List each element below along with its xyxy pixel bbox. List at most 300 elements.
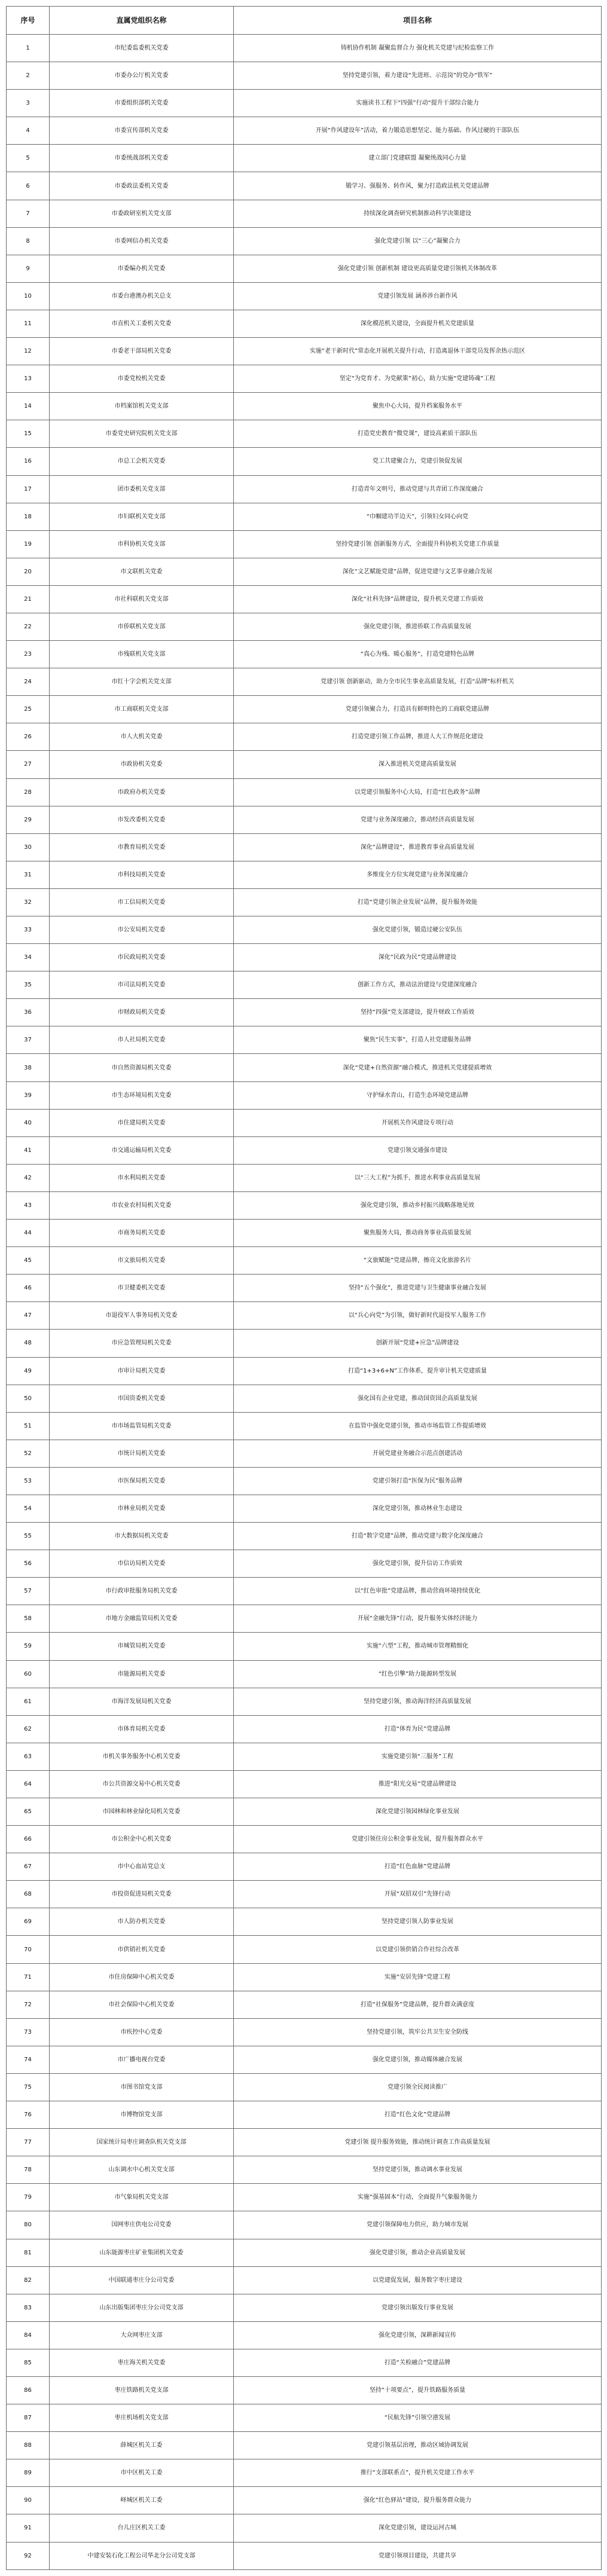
row-no-cell: 30 (7, 833, 50, 861)
table-row (7, 1385, 602, 1412)
row-project-cell: 多维度全方位实现党建与业务深度融合 (234, 861, 602, 888)
row-org-cell: 市地方金融监管局机关党委 (50, 1605, 234, 1633)
row-no-cell: 25 (7, 696, 50, 723)
row-project-cell: “文旅赋能”党建品牌，擦亮文化旅游名片 (234, 1247, 602, 1275)
row-project-cell: 强化党建引领，深耕新闻宣传 (234, 2321, 602, 2349)
table-row (7, 2101, 602, 2129)
row-project-cell: 强化党建引领 创新机制 建设更高质量党建引领机关体制改革 (234, 255, 602, 282)
table-row (7, 668, 602, 696)
table-row (7, 1081, 602, 1109)
row-no-cell: 21 (7, 585, 50, 613)
row-org-cell: 市直机关工委机关党委 (50, 310, 234, 337)
row-no-cell: 20 (7, 558, 50, 585)
row-project-cell: 强化党建引领，推动企业高质量发展 (234, 2239, 602, 2266)
row-org-cell: 市总工会机关党委 (50, 448, 234, 475)
row-no-cell: 40 (7, 1109, 50, 1136)
row-project-cell: 实施读书工程下“四强”行动“提升干部综合能力 (234, 90, 602, 117)
row-no-cell: 3 (7, 90, 50, 117)
row-no-cell: 15 (7, 420, 50, 448)
table-header-row (7, 7, 602, 35)
row-no-cell: 46 (7, 1275, 50, 1302)
row-org-cell: 市信访局机关党委 (50, 1550, 234, 1578)
row-project-cell: 打造党史教育“微党课”，建设高素质干部队伍 (234, 420, 602, 448)
table-row (7, 1605, 602, 1633)
row-project-cell: 锻学习、强服务、转作风，聚力打造政法机关党建品牌 (234, 172, 602, 200)
row-no-cell: 18 (7, 503, 50, 530)
row-project-cell: 开展“金融先锋”行动，提升服务实体经济能力 (234, 1605, 602, 1633)
row-no-cell: 7 (7, 200, 50, 227)
table-row (7, 448, 602, 475)
table-row (7, 2432, 602, 2459)
table-row (7, 2349, 602, 2376)
row-no-cell: 10 (7, 282, 50, 310)
table-row (7, 1743, 602, 1770)
row-no-cell: 82 (7, 2266, 50, 2294)
table-row (7, 1523, 602, 1550)
row-project-cell: 铸机协作机制 凝聚监督合力 强化机关党建与纪检监察工作 (234, 35, 602, 62)
row-org-cell: 台儿庄区机关工委 (50, 2514, 234, 2542)
row-org-cell: 市商务局机关党委 (50, 1220, 234, 1247)
row-no-cell: 58 (7, 1605, 50, 1633)
row-project-cell: 党建引领全民阅读推广 (234, 2073, 602, 2101)
row-no-cell: 73 (7, 2018, 50, 2046)
table-row (7, 227, 602, 255)
row-project-cell: 深化模范机关建设，全面提升机关党建质量 (234, 310, 602, 337)
row-no-cell: 63 (7, 1743, 50, 1770)
row-project-cell: 深化“社科先锋”品牌建设，提升机关党建工作质效 (234, 585, 602, 613)
row-no-cell: 67 (7, 1853, 50, 1881)
row-org-cell: 市社会保险中心机关党委 (50, 1991, 234, 2018)
row-org-cell: 山东调水中心机关党支部 (50, 2156, 234, 2184)
row-no-cell: 49 (7, 1357, 50, 1385)
row-org-cell: 市财政局机关党委 (50, 999, 234, 1026)
row-no-cell: 31 (7, 861, 50, 888)
row-project-cell: 强化党建引领，推动乡村振兴战略落地见效 (234, 1191, 602, 1219)
row-project-cell: 党建引领发展 涵养涉台新作风 (234, 282, 602, 310)
table-row (7, 2156, 602, 2184)
row-no-cell: 53 (7, 1467, 50, 1495)
row-org-cell: 市退役军人事务局机关党委 (50, 1302, 234, 1330)
row-no-cell: 68 (7, 1881, 50, 1908)
row-no-cell: 23 (7, 641, 50, 668)
row-no-cell: 1 (7, 35, 50, 62)
row-project-cell: 党建引领打造“医保为民”服务品牌 (234, 1467, 602, 1495)
row-project-cell: 深入推进机关党建高质量发展 (234, 751, 602, 778)
row-no-cell: 54 (7, 1495, 50, 1522)
row-no-cell: 43 (7, 1191, 50, 1219)
row-no-cell: 39 (7, 1081, 50, 1109)
row-org-cell: 市档案馆机关党支部 (50, 393, 234, 420)
row-project-cell: 打造党建引领工作品牌，推进人大工作规范化建设 (234, 723, 602, 751)
row-project-cell: 强化党建引领，推进侨联工作高质量发展 (234, 613, 602, 640)
table-row (7, 1330, 602, 1357)
row-project-cell: 坚持“五个强化”，推进党建与卫生健康事业融合发展 (234, 1275, 602, 1302)
row-project-cell: 深化党建引领，建设运河古城 (234, 2514, 602, 2542)
row-org-cell: 市气象局机关党支部 (50, 2184, 234, 2211)
row-no-cell: 24 (7, 668, 50, 696)
row-org-cell: 市公安局机关党委 (50, 916, 234, 944)
row-project-cell: 深化党建引领园林绿化事业发展 (234, 1798, 602, 1826)
row-project-cell: 实施党建引领“三服务”工程 (234, 1743, 602, 1770)
table-row (7, 1798, 602, 1826)
header-no: 序号 (7, 7, 50, 35)
row-project-cell: 创新开展“党建+应急”品牌建设 (234, 1330, 602, 1357)
row-no-cell: 69 (7, 1908, 50, 1936)
row-project-cell: 打造“党建引领企业发展”品牌，提升服务效能 (234, 888, 602, 916)
row-no-cell: 66 (7, 1826, 50, 1853)
row-no-cell: 87 (7, 2404, 50, 2432)
row-project-cell: 强化党建引领，推动媒体融合发展 (234, 2046, 602, 2073)
row-project-cell: 强化党建引领，锻造过硬公安队伍 (234, 916, 602, 944)
row-no-cell: 50 (7, 1385, 50, 1412)
row-org-cell: 市住建局机关党委 (50, 1109, 234, 1136)
row-project-cell: 坚持党建引领，着力建设“先进班、示范岗”的党办“铁军” (234, 62, 602, 90)
table-row (7, 613, 602, 640)
table-row (7, 2018, 602, 2046)
row-no-cell: 59 (7, 1633, 50, 1660)
table-row (7, 723, 602, 751)
row-no-cell: 86 (7, 2376, 50, 2404)
table-row (7, 585, 602, 613)
row-org-cell: 市统计局机关党委 (50, 1440, 234, 1467)
table-row (7, 2294, 602, 2321)
table-row (7, 282, 602, 310)
row-org-cell: 市委台港澳办机关总支 (50, 282, 234, 310)
table-row (7, 1247, 602, 1275)
row-project-cell: “真心为残、暖心服务”，打造党建特色品牌 (234, 641, 602, 668)
table-row (7, 1467, 602, 1495)
row-org-cell: 市文联机关党委 (50, 558, 234, 585)
row-org-cell: 市委党史研究院机关党支部 (50, 420, 234, 448)
table-row (7, 1495, 602, 1522)
row-org-cell: 市卫健委机关党委 (50, 1275, 234, 1302)
row-project-cell: 在监管中强化党建引领，推动市场监管工作提质增效 (234, 1412, 602, 1440)
row-no-cell: 92 (7, 2542, 50, 2569)
table-row (7, 310, 602, 337)
row-project-cell: 党建引领项目建设，共建共享 (234, 2542, 602, 2569)
row-org-cell: 市文旅局机关党委 (50, 1247, 234, 1275)
row-project-cell: 坚持党建引领，推动海洋经济高质量发展 (234, 1688, 602, 1715)
row-no-cell: 35 (7, 971, 50, 999)
table-row (7, 475, 602, 503)
row-project-cell: 聚焦“民生实事”，打造人社党建服务品牌 (234, 1026, 602, 1054)
row-org-cell: 市人防办机关党委 (50, 1908, 234, 1936)
row-no-cell: 80 (7, 2211, 50, 2239)
row-org-cell: 市委政研室机关党支部 (50, 200, 234, 227)
row-org-cell: 国家统计局枣庄调查队机关党支部 (50, 2129, 234, 2156)
table-row (7, 999, 602, 1026)
row-org-cell: 市水利局机关党委 (50, 1164, 234, 1191)
table-row (7, 172, 602, 200)
table-row (7, 1853, 602, 1881)
row-no-cell: 47 (7, 1302, 50, 1330)
row-project-cell: 实施“安居先锋”党建工程 (234, 1963, 602, 1991)
row-org-cell: 市科技局机关党委 (50, 861, 234, 888)
row-project-cell: 强化党建引领 以“三心”凝聚合力 (234, 227, 602, 255)
row-no-cell: 79 (7, 2184, 50, 2211)
row-no-cell: 29 (7, 806, 50, 833)
row-no-cell: 57 (7, 1578, 50, 1605)
table-row (7, 2321, 602, 2349)
row-org-cell: 市人大机关党委 (50, 723, 234, 751)
row-project-cell: 打造“1+3+6+N”工作体系，提升审计机关党建质量 (234, 1357, 602, 1385)
row-project-cell: 坚持“十项要点”，提升铁路服务质量 (234, 2376, 602, 2404)
row-project-cell: 坚持“四强”党支部建设，提升财政工作质效 (234, 999, 602, 1026)
row-no-cell: 75 (7, 2073, 50, 2101)
row-org-cell: 大众网枣庄支部 (50, 2321, 234, 2349)
row-project-cell: 党建引领 创新驱动，助力全市民生事业高质量发展，打造“品牌”标杆机关 (234, 668, 602, 696)
table-row (7, 338, 602, 365)
row-no-cell: 89 (7, 2459, 50, 2487)
row-no-cell: 14 (7, 393, 50, 420)
row-project-cell: 打造青年文明号，推动党建与共青团工作深度融合 (234, 475, 602, 503)
row-org-cell: 市委政法委机关党委 (50, 172, 234, 200)
table-row (7, 1715, 602, 1743)
row-project-cell: 聚焦服务大局，推动商务事业高质量发展 (234, 1220, 602, 1247)
row-no-cell: 28 (7, 778, 50, 806)
row-org-cell: 市应急管理局机关党委 (50, 1330, 234, 1357)
row-no-cell: 27 (7, 751, 50, 778)
row-org-cell: 市司法局机关党委 (50, 971, 234, 999)
row-org-cell: 市能源局机关党委 (50, 1660, 234, 1688)
table-row (7, 1908, 602, 1936)
project-table (6, 6, 602, 2570)
row-no-cell: 48 (7, 1330, 50, 1357)
row-org-cell: 峄城区机关工委 (50, 2487, 234, 2514)
row-project-cell: 实施“六型”工程，推动城市管理精细化 (234, 1633, 602, 1660)
table-row (7, 2266, 602, 2294)
row-org-cell: 市妇联机关党支部 (50, 503, 234, 530)
row-no-cell: 55 (7, 1523, 50, 1550)
row-org-cell: 市公积金中心机关党委 (50, 1826, 234, 1853)
header-org: 直属党组织名称 (50, 7, 234, 35)
table-row (7, 62, 602, 90)
row-org-cell: 市生态环境局机关党委 (50, 1081, 234, 1109)
row-no-cell: 38 (7, 1054, 50, 1081)
row-project-cell: 以“三大工程”为抓手，推进水利事业高质量发展 (234, 1164, 602, 1191)
row-project-cell: 党建引领出版发行事业发展 (234, 2294, 602, 2321)
row-no-cell: 13 (7, 365, 50, 393)
row-project-cell: 强化“红色驿站”建设，提升服务群众能力 (234, 2487, 602, 2514)
table-row (7, 971, 602, 999)
table-row (7, 1136, 602, 1164)
row-no-cell: 64 (7, 1770, 50, 1798)
row-project-cell: 推行“支部联系点”，提升机关党建工作水平 (234, 2459, 602, 2487)
row-org-cell: 山东出版集团枣庄分公司党支部 (50, 2294, 234, 2321)
table-row (7, 916, 602, 944)
row-no-cell: 42 (7, 1164, 50, 1191)
row-project-cell: 打造“红色血脉”党建品牌 (234, 1853, 602, 1881)
row-org-cell: 市人社局机关党委 (50, 1026, 234, 1054)
row-project-cell: 以党建引领供销合作社综合改革 (234, 1936, 602, 1963)
table-row (7, 1275, 602, 1302)
row-project-cell: “巾帼建功半边天”，引领妇女同心向党 (234, 503, 602, 530)
table-row (7, 2459, 602, 2487)
table-row (7, 2046, 602, 2073)
table-row (7, 2376, 602, 2404)
table-row (7, 117, 602, 145)
table-row (7, 2514, 602, 2542)
table-row (7, 2211, 602, 2239)
row-no-cell: 60 (7, 1660, 50, 1688)
table-row (7, 1357, 602, 1385)
row-org-cell: 市交通运输局机关党委 (50, 1136, 234, 1164)
row-no-cell: 71 (7, 1963, 50, 1991)
row-project-cell: 守护绿水青山，打造生态环境党建品牌 (234, 1081, 602, 1109)
row-project-cell: “红色引擎”助力能源转型发展 (234, 1660, 602, 1688)
row-org-cell: 薛城区机关工委 (50, 2432, 234, 2459)
row-no-cell: 33 (7, 916, 50, 944)
row-project-cell: 坚持党建引领，推动调水事业发展 (234, 2156, 602, 2184)
row-no-cell: 51 (7, 1412, 50, 1440)
row-no-cell: 5 (7, 145, 50, 172)
row-no-cell: 62 (7, 1715, 50, 1743)
row-project-cell: “民航先锋”引领空港发展 (234, 2404, 602, 2432)
table-row (7, 1881, 602, 1908)
row-no-cell: 9 (7, 255, 50, 282)
table-row (7, 888, 602, 916)
row-project-cell: 深化“文艺赋能党建”品牌，促进党建与文艺事业融合发展 (234, 558, 602, 585)
row-project-cell: 开展党建业务融合示范点创建活动 (234, 1440, 602, 1467)
row-project-cell: 党建与业务深度融合，推动经济高质量发展 (234, 806, 602, 833)
row-org-cell: 市图书馆党支部 (50, 2073, 234, 2101)
row-project-cell: 以“红色审批”党建品牌，推动营商环境持续优化 (234, 1578, 602, 1605)
table-row (7, 2487, 602, 2514)
row-project-cell: 党建引领基层治理，推动区域协调发展 (234, 2432, 602, 2459)
row-project-cell: 开展“双招双引”先锋行动 (234, 1881, 602, 1908)
table-row (7, 2184, 602, 2211)
table-row (7, 2073, 602, 2101)
row-no-cell: 52 (7, 1440, 50, 1467)
row-org-cell: 市投资促进局机关党委 (50, 1881, 234, 1908)
row-org-cell: 市城管局机关党委 (50, 1633, 234, 1660)
row-project-cell: 推进“阳光交易”党建品牌建设 (234, 1770, 602, 1798)
row-no-cell: 11 (7, 310, 50, 337)
row-project-cell: 打造“社保服务”党建品牌，提升群众满意度 (234, 1991, 602, 2018)
row-org-cell: 市工信局机关党委 (50, 888, 234, 916)
row-org-cell: 市纪委监委机关党委 (50, 35, 234, 62)
row-project-cell: 党建引领交通强市建设 (234, 1136, 602, 1164)
table-row (7, 255, 602, 282)
table-row (7, 1770, 602, 1798)
row-org-cell: 中建安装石化工程公司华北分公司党支部 (50, 2542, 234, 2569)
row-org-cell: 市广播电视台党委 (50, 2046, 234, 2073)
row-org-cell: 市中心血站党总支 (50, 1853, 234, 1881)
table-row (7, 1991, 602, 2018)
row-no-cell: 45 (7, 1247, 50, 1275)
row-no-cell: 85 (7, 2349, 50, 2376)
table-row (7, 1026, 602, 1054)
row-project-cell: 深化“品牌建设”，推进教育事业高质量发展 (234, 833, 602, 861)
row-project-cell: 实施“老干新时代”常态化开展机关提升行动，打造离退休干部党员发挥余热示范区 (234, 338, 602, 365)
row-org-cell: 市社科联机关党支部 (50, 585, 234, 613)
row-project-cell: 实施“强基固本”行动，全面提升气象服务能力 (234, 2184, 602, 2211)
row-no-cell: 72 (7, 1991, 50, 2018)
table-row (7, 1440, 602, 1467)
table-row (7, 1164, 602, 1191)
row-no-cell: 84 (7, 2321, 50, 2349)
table-row (7, 1578, 602, 1605)
table-row (7, 2129, 602, 2156)
row-project-cell: 开展“作风建设年”活动，着力锻造思想坚定、能力基础、作风过硬的干部队伍 (234, 117, 602, 145)
row-org-cell: 市委组织部机关党委 (50, 90, 234, 117)
row-no-cell: 76 (7, 2101, 50, 2129)
row-project-cell: 党建引领保障电力供应，助力城市发展 (234, 2211, 602, 2239)
row-project-cell: 深化党建引领，推动林业生态建设 (234, 1495, 602, 1522)
row-org-cell: 市博物馆党支部 (50, 2101, 234, 2129)
table-row (7, 1302, 602, 1330)
table-row (7, 751, 602, 778)
table-row (7, 558, 602, 585)
row-no-cell: 32 (7, 888, 50, 916)
row-no-cell: 4 (7, 117, 50, 145)
row-no-cell: 81 (7, 2239, 50, 2266)
row-project-cell: 深化“民政为民”党建品牌建设 (234, 944, 602, 971)
row-project-cell: 以党建促发展，服务数字枣庄建设 (234, 2266, 602, 2294)
row-org-cell: 中国联通枣庄分公司党委 (50, 2266, 234, 2294)
row-org-cell: 市医保局机关党委 (50, 1467, 234, 1495)
row-org-cell: 市委党校机关党委 (50, 365, 234, 393)
row-no-cell: 37 (7, 1026, 50, 1054)
row-org-cell: 市公共资源交易中心机关党委 (50, 1770, 234, 1798)
table-row (7, 90, 602, 117)
row-project-cell: 以党建引领服务中心大局，打造“红色政务”品牌 (234, 778, 602, 806)
row-project-cell: 打造“体育为民”党建品牌 (234, 1715, 602, 1743)
row-org-cell: 市海洋发展局机关党委 (50, 1688, 234, 1715)
row-no-cell: 91 (7, 2514, 50, 2542)
row-org-cell: 市委网信办机关党委 (50, 227, 234, 255)
row-org-cell: 市发改委机关党委 (50, 806, 234, 833)
row-no-cell: 90 (7, 2487, 50, 2514)
row-org-cell: 市疾控中心党委 (50, 2018, 234, 2046)
table-row (7, 1826, 602, 1853)
row-org-cell: 市科协机关党支部 (50, 530, 234, 558)
row-no-cell: 36 (7, 999, 50, 1026)
table-row (7, 503, 602, 530)
row-project-cell: 坚持党建引领，筑牢公共卫生安全防线 (234, 2018, 602, 2046)
row-project-cell: 坚持党建引领 创新服务方式，全面提升科协机关党建工作质量 (234, 530, 602, 558)
row-project-cell: 党建引领住房公积金事业发展，提升服务群众水平 (234, 1826, 602, 1853)
row-no-cell: 77 (7, 2129, 50, 2156)
row-project-cell: 党工共建聚合力，党建引领促发展 (234, 448, 602, 475)
table-row (7, 1191, 602, 1219)
row-no-cell: 34 (7, 944, 50, 971)
project-list-document (6, 6, 601, 2570)
row-org-cell: 市委统战部机关党委 (50, 145, 234, 172)
row-no-cell: 65 (7, 1798, 50, 1826)
row-org-cell: 市市场监管局机关党委 (50, 1412, 234, 1440)
row-no-cell: 17 (7, 475, 50, 503)
row-no-cell: 8 (7, 227, 50, 255)
row-no-cell: 22 (7, 613, 50, 640)
row-org-cell: 市机关事务服务中心机关党委 (50, 1743, 234, 1770)
row-org-cell: 市红十字会机关党支部 (50, 668, 234, 696)
row-no-cell: 78 (7, 2156, 50, 2184)
row-project-cell: 持续深化调查研究机制推动科学决策建设 (234, 200, 602, 227)
row-org-cell: 市供销社机关党委 (50, 1936, 234, 1963)
table-row (7, 35, 602, 62)
table-row (7, 833, 602, 861)
row-project-cell: 开展机关作风建设专项行动 (234, 1109, 602, 1136)
row-org-cell: 市民政局机关党委 (50, 944, 234, 971)
row-no-cell: 26 (7, 723, 50, 751)
row-org-cell: 市委办公厅机关党委 (50, 62, 234, 90)
row-project-cell: 坚定“为党育才、为党献策”初心，助力实施“党建铸魂”工程 (234, 365, 602, 393)
table-row (7, 1109, 602, 1136)
row-no-cell: 70 (7, 1936, 50, 1963)
row-org-cell: 市委编办机关党委 (50, 255, 234, 282)
row-project-cell: 坚持党建引领人防事业发展 (234, 1908, 602, 1936)
